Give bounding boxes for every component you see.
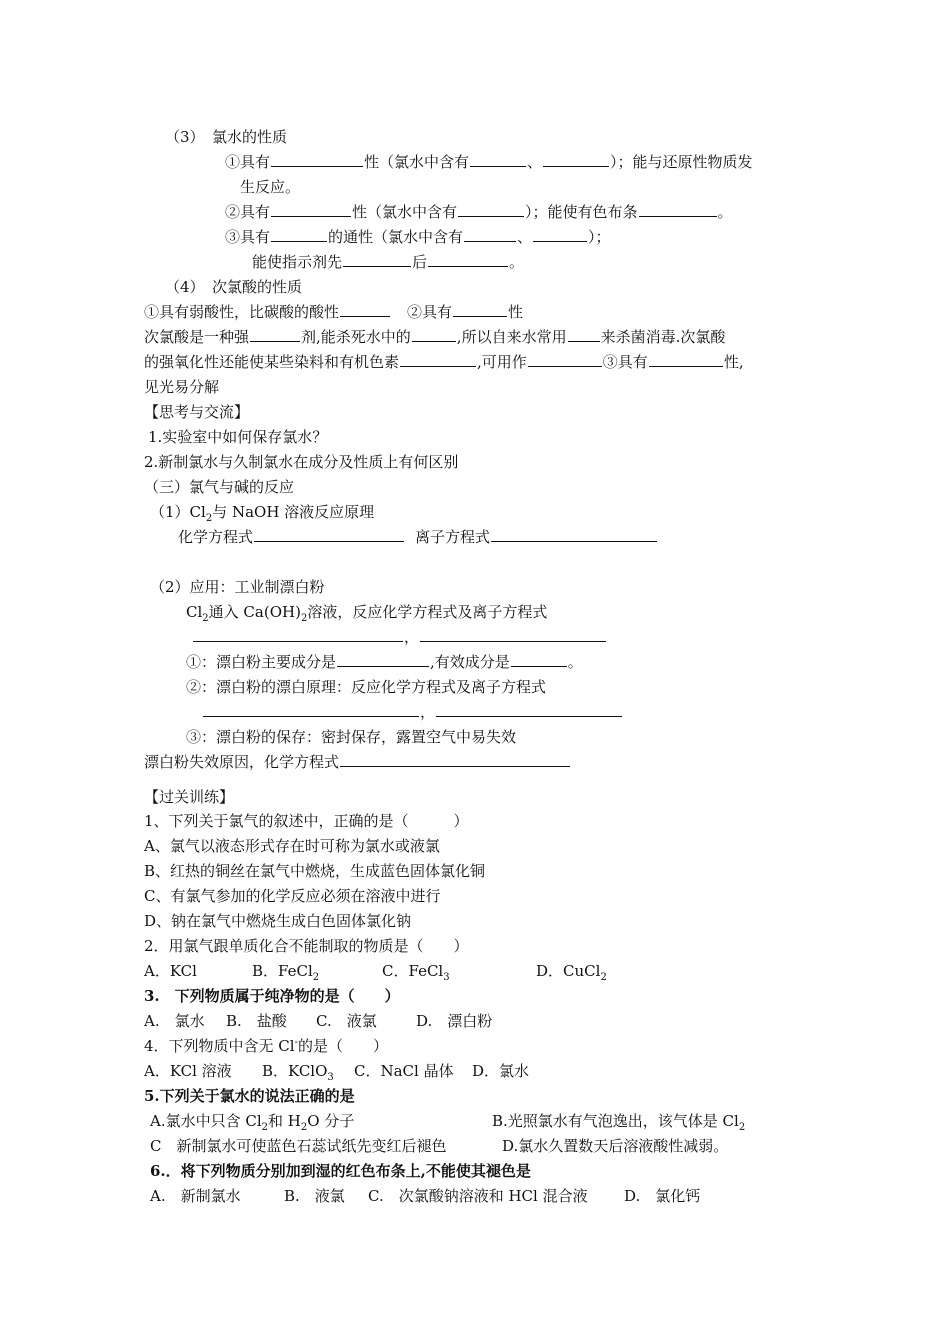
s5-c2-blanks: ， — [202, 702, 623, 722]
s5-equations: 化学方程式 离子方程式 — [178, 527, 658, 547]
think-q1: 1.实验室中如何保存氯水？ — [148, 428, 328, 446]
s5-c4: 漂白粉失效原因，化学方程式 — [144, 752, 571, 772]
think-title: 【思考与交流】 — [144, 403, 250, 421]
blank[interactable] — [428, 252, 508, 267]
drill-q1-d: D、钠在氯气中燃烧生成白色固体氯化钠 — [144, 912, 412, 930]
drill-q6: 6.．将下列物质分别加到湿的红色布条上,不能使其褪色是 — [150, 1162, 531, 1180]
blank[interactable] — [639, 202, 717, 217]
s5-c2: ②：漂白粉的漂白原理：反应化学方程式及离子方程式 — [186, 678, 547, 696]
blank[interactable] — [271, 202, 351, 217]
blank[interactable] — [400, 352, 476, 367]
option-d: D．CuCl$_2$ — [536, 962, 607, 983]
drill-q6-options: A. 新制氯水 B. 液氯 C. 次氯酸钠溶液和 HCl 混合液 D. 氯化钙 — [150, 1187, 701, 1205]
drill-q1-c: C、有氯气参加的化学反应必须在溶液中进行 — [144, 887, 441, 905]
s3-line-5: 能使指示剂先 后 。 — [252, 253, 525, 271]
s4-line-2: 次氯酸是一种强 剂,能杀死水中的 ,所以自来水常用 来杀菌消毒.次氯酸 — [144, 328, 726, 346]
blank[interactable] — [193, 627, 403, 642]
blank[interactable] — [271, 227, 327, 242]
drill-q5-ab: A.氯水中只含 $Cl_2$和 $H_2O$ 分子 B.光照氯水有气泡逸出，该气体是 $Cl_2$ — [150, 1112, 746, 1133]
blank[interactable] — [340, 302, 390, 317]
blank[interactable] — [470, 152, 526, 167]
drill-q1-a: A、氯气以液态形式存在时可称为氯水或液氯 — [144, 837, 440, 855]
section-base-title: （三）氯气与碱的反应 — [144, 478, 295, 496]
blank[interactable] — [453, 302, 507, 317]
think-q2: 2.新制氯水与久制氯水在成分及性质上有何区别 — [144, 453, 459, 471]
section-3-title: （3） 氯水的性质 — [165, 128, 288, 146]
s3-line-1: ①具有 性（氯水中含有 、 ）；能与还原性物质发 — [225, 153, 753, 171]
drill-title: 【过关训练】 — [144, 788, 235, 806]
option-b: B．FeCl$_2$ — [252, 962, 320, 983]
drill-q5-cd: C 新制氯水可使蓝色石蕊试纸先变红后褪色 D.氯水久置数天后溶液酸性减弱。 — [150, 1137, 729, 1155]
s5-p2-blanks: ， — [192, 627, 607, 647]
s4-line-3: 的强氧化性还能使某些染料和有机色素 ,可用作 ③具有 性, — [144, 353, 744, 371]
blank[interactable] — [340, 752, 570, 767]
drill-q4: 4．下列物质中含无 Cl-的是（ ） — [144, 1037, 388, 1055]
drill-q5: 5.下列关于氯水的说法正确的是 — [144, 1087, 355, 1105]
blank[interactable] — [420, 627, 606, 642]
section-4-title: （4） 次氯酸的性质 — [165, 278, 303, 296]
drill-q3-options: A. 氯水 B. 盐酸 C. 液氯 D. 漂白粉 — [144, 1012, 493, 1030]
blank[interactable] — [254, 527, 404, 542]
blank[interactable] — [412, 327, 456, 342]
s5-p2-line: $Cl_2$通入 $Ca(OH)_2$溶液，反应化学方程式及离子方程式 — [186, 603, 548, 624]
s5-p2: （2）应用：工业制漂白粉 — [150, 578, 325, 596]
blank[interactable] — [436, 702, 622, 717]
s3-line-2: 生反应。 — [240, 178, 301, 196]
s4-line-4: 见光易分解 — [144, 378, 220, 396]
s3-line-3: ②具有 性（氯水中含有 ）；能使有色布条 。 — [225, 203, 733, 221]
blank[interactable] — [491, 527, 657, 542]
s5-p1: $(1)Cl_2$与 NaOH 溶液反应原理 — [150, 503, 375, 524]
option-c: C．FeCl$_3$ — [382, 962, 450, 983]
s3-line-4: ③具有 的通性（氯水中含有 、 ）； — [225, 228, 611, 246]
s4-line-1: ①具有弱酸性，比碳酸的酸性 ②具有 性 — [144, 303, 524, 321]
blank[interactable] — [337, 652, 429, 667]
option-a: A．KCl — [144, 962, 197, 980]
blank[interactable] — [543, 152, 609, 167]
blank[interactable] — [511, 652, 567, 667]
blank[interactable] — [464, 227, 516, 242]
blank[interactable] — [271, 152, 363, 167]
drill-q1: 1、下列关于氯气的叙述中，正确的是（ ） — [144, 812, 469, 830]
blank[interactable] — [250, 327, 300, 342]
drill-q3: 3. 下列物质属于纯净物的是（ ） — [144, 987, 400, 1005]
drill-q4-options: A．KCl 溶液 B．KClO$_3$ C．NaCl 晶体 D．氯水 — [144, 1062, 530, 1083]
blank[interactable] — [533, 227, 587, 242]
blank[interactable] — [203, 702, 419, 717]
drill-q2: 2．用氯气跟单质化合不能制取的物质是（ ） — [144, 937, 469, 955]
drill-q1-b: B、红热的铜丝在氯气中燃烧，生成蓝色固体氯化铜 — [144, 862, 486, 880]
blank[interactable] — [528, 352, 602, 367]
blank[interactable] — [649, 352, 723, 367]
drill-q2-options — [144, 961, 607, 981]
s5-c3: ③：漂白粉的保存：密封保存，露置空气中易失效 — [186, 728, 517, 746]
s5-c1: ①：漂白粉主要成分是 ,有效成分是 。 — [186, 653, 583, 671]
blank[interactable] — [458, 202, 524, 217]
blank[interactable] — [568, 327, 600, 342]
blank[interactable] — [343, 252, 411, 267]
